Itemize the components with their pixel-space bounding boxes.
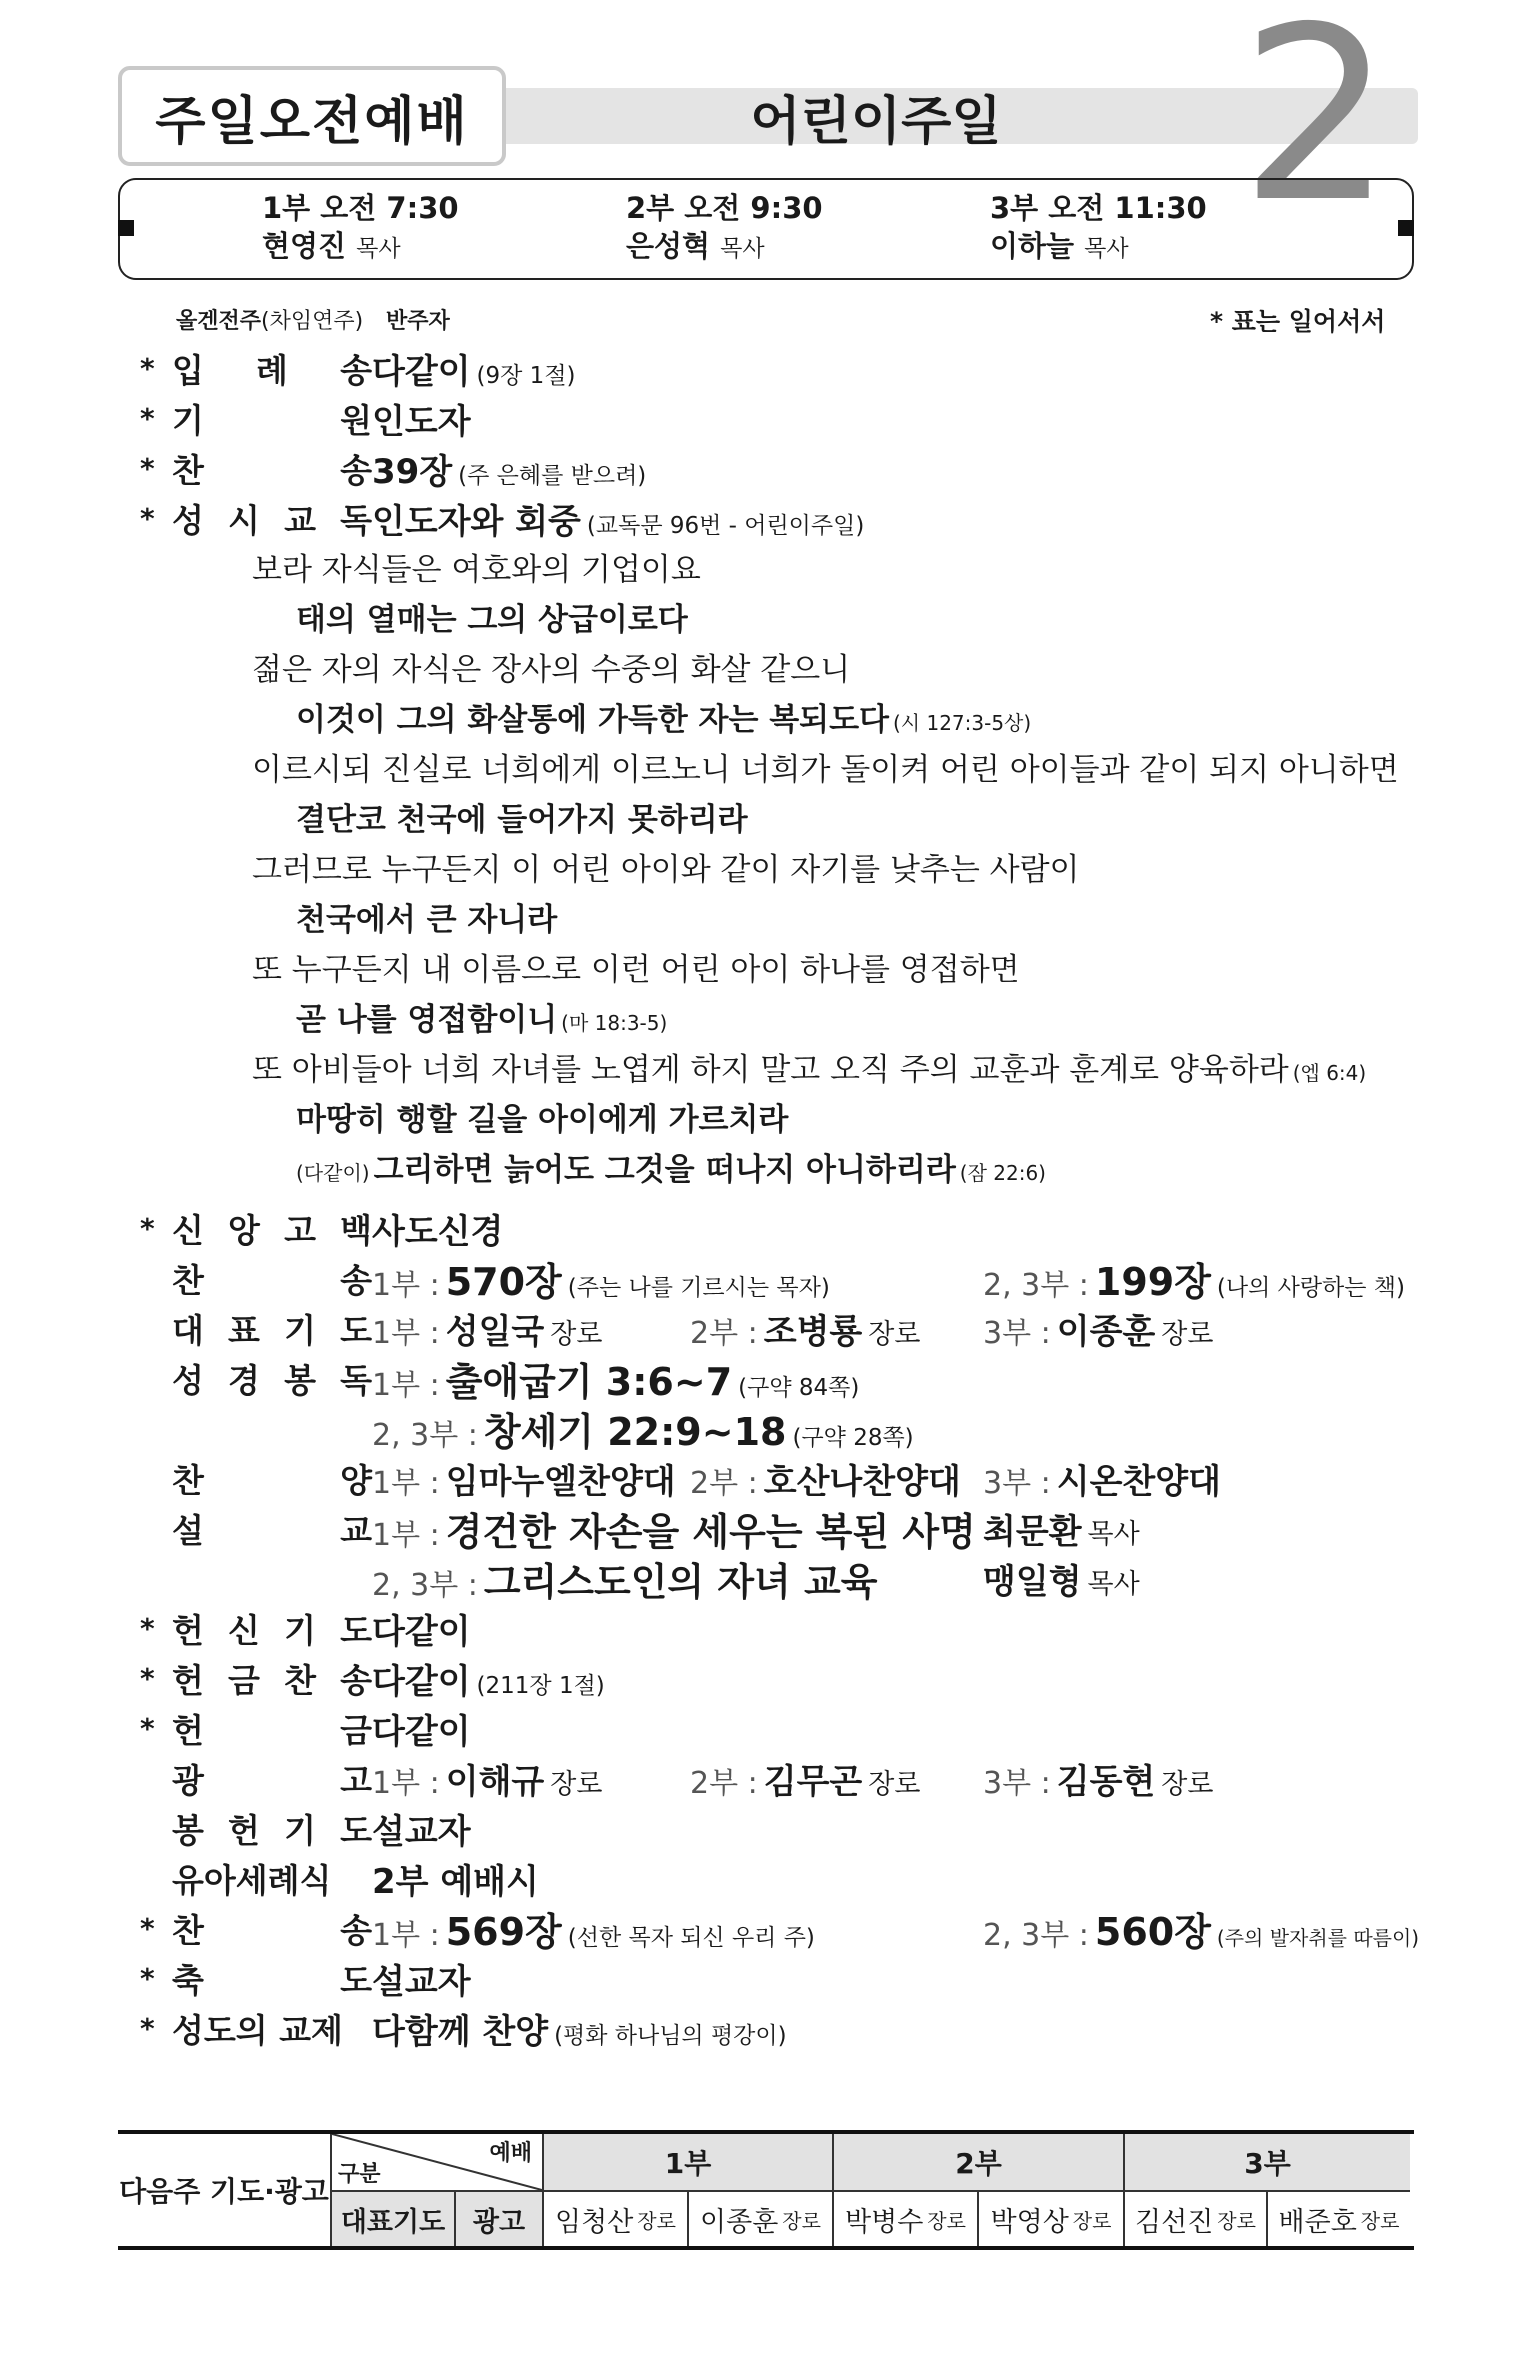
row-scripture: 성 경 봉 독 1부 : 출애굽기 3:6~7 (구약 84쪽) bbox=[172, 1359, 860, 1404]
row-hymn2: 찬 송 1부 : 570장 (주는 나를 기르시는 목자) 2, 3부 : 199장 (나의 사랑하는 책) bbox=[172, 1259, 1406, 1304]
row-prayer: * 기 원 인도자 bbox=[140, 400, 471, 442]
row-offering-hymn: * 헌 금 찬 송 다같이 (211장 1절) bbox=[140, 1660, 605, 1702]
person-cell: 김선진 장로 bbox=[1123, 2190, 1266, 2246]
row-choir: 찬 양 1부 : 임마누엘찬양대 2부 : 호산나찬양대 3부 : 시온찬양대 bbox=[172, 1460, 1221, 1502]
role-announce: 광고 bbox=[454, 2190, 542, 2246]
corner-top-label: 예배 bbox=[489, 2141, 532, 2166]
part-header-2: 2부 bbox=[832, 2134, 1123, 2190]
reading-line: 또 아비들아 너희 자녀를 노엽게 하지 말고 오직 주의 교훈과 훈계로 양육하라 (엡 6:4) bbox=[252, 1052, 1367, 1088]
prelude-note: 올겐전주(차임연주) bbox=[176, 309, 364, 334]
row-fellowship: * 성도의 교제 다함께 찬양 (평화 하나님의 평강이) bbox=[140, 2010, 787, 2052]
reading-line: 이것이 그의 화살통에 가득한 자는 복되도다 (시 127:3-5상) bbox=[296, 702, 1032, 738]
row-hymn3: * 찬 송 1부 : 569장 (선한 목자 되신 우리 주) 2, 3부 : 560장 (주의 발자취를 따름이) bbox=[140, 1909, 1420, 1954]
stand-marker: * bbox=[140, 351, 155, 385]
person-cell: 박병수 장로 bbox=[832, 2190, 977, 2246]
person-cell: 임청산 장로 bbox=[542, 2190, 687, 2246]
row-hymn1: * 찬 송 39장 (주 은혜를 받으려) bbox=[140, 450, 647, 492]
service-title: 주일오전예배 bbox=[118, 66, 506, 166]
person-cell: 배준호 장로 bbox=[1266, 2190, 1410, 2246]
service-time: 3부 오전 11:30 bbox=[990, 191, 1207, 225]
next-week-title: 다음주 기도·광고 bbox=[119, 2175, 329, 2208]
reading-line: 보라 자식들은 여호와의 기업이요 bbox=[252, 552, 701, 588]
reading-line: 또 누구든지 내 이름으로 이런 어린 아이 하나를 영접하면 bbox=[252, 952, 1020, 988]
reading-line: 젊은 자의 자식은 장사의 수중의 화살 같으니 bbox=[252, 652, 851, 688]
row-rep-prayer: 대 표 기 도 1부 : 성일국 장로 2부 : 조병룡 장로 3부 : 이종훈 장로 bbox=[172, 1310, 1214, 1352]
page-number: 2 bbox=[1240, 0, 1393, 255]
row-creed: * 신 앙 고 백 사도신경 bbox=[140, 1210, 504, 1252]
reading-line: (다같이) 그리하면 늙어도 그것을 떠나지 아니하리라 (잠 22:6) bbox=[296, 1152, 1046, 1188]
reading-line: 결단코 천국에 들어가지 못하리라 bbox=[296, 802, 748, 838]
corner-cell bbox=[330, 2134, 542, 2190]
row-invocation: * 입 례 송 다같이 (9장 1절) bbox=[140, 344, 372, 392]
service-pastor: 은성혁 목사 bbox=[626, 229, 765, 263]
reading-line: 곧 나를 영접함이니 (마 18:3-5) bbox=[296, 1002, 668, 1038]
reading-line: 이르시되 진실로 너희에게 이르노니 너희가 돌이켜 어린 아이들과 같이 되지 아니하면 bbox=[252, 752, 1399, 788]
row-announce: 광 고 1부 : 이해규 장로 2부 : 김무곤 장로 3부 : 김동현 장로 bbox=[172, 1760, 1214, 1802]
service-time: 1부 오전 7:30 bbox=[262, 191, 459, 225]
occasion-title: 어린이주일 bbox=[750, 91, 1002, 152]
service-2 bbox=[626, 190, 966, 269]
service-pastor: 현영진 목사 bbox=[262, 229, 401, 263]
box-marker-right bbox=[1398, 220, 1414, 236]
row-sermon: 설 교 1부 : 경건한 자손을 세우는 복된 사명 최문환 목사 bbox=[172, 1509, 1140, 1554]
next-week-table bbox=[118, 2130, 1414, 2250]
service-3 bbox=[990, 190, 1330, 269]
row-offering: * 헌 금 다같이 bbox=[140, 1710, 471, 1752]
part-header-1: 1부 bbox=[542, 2134, 832, 2190]
box-marker-left bbox=[118, 220, 134, 236]
service-1 bbox=[262, 190, 602, 269]
reading-line: 태의 열매는 그의 상급이로다 bbox=[296, 602, 688, 638]
row-baptism: 유아세례식 2부 예배시 bbox=[172, 1860, 539, 1902]
stand-note: * 표는 일어서서 bbox=[1210, 307, 1386, 336]
row-benediction: * 축 도 설교자 bbox=[140, 1960, 471, 2002]
row-reading: * 성 시 교 독 인도자와 회중 (교독문 96번 - 어린이주일) bbox=[140, 500, 865, 542]
accompanist-note: 반주자 bbox=[386, 309, 450, 334]
service-pastor: 이하늘 목사 bbox=[990, 229, 1129, 263]
reading-line: 그러므로 누구든지 이 어린 아이와 같이 자기를 낮추는 사람이 bbox=[252, 852, 1080, 888]
person-cell: 박영상 장로 bbox=[977, 2190, 1123, 2246]
part-header-3: 3부 bbox=[1123, 2134, 1410, 2190]
row-offer-prayer: 봉 헌 기 도 설교자 bbox=[172, 1810, 471, 1852]
service-time: 2부 오전 9:30 bbox=[626, 191, 823, 225]
reading-line: 마땅히 행할 길을 아이에게 가르치라 bbox=[296, 1102, 789, 1138]
row-label: 입 례 송 bbox=[172, 350, 372, 390]
row-dedication: * 헌 신 기 도 다같이 bbox=[140, 1610, 471, 1652]
corner-bottom-label: 구분 bbox=[338, 2162, 381, 2187]
person-cell: 이종훈 장로 bbox=[687, 2190, 832, 2246]
reading-line: 천국에서 큰 자니라 bbox=[296, 902, 558, 938]
role-rep-prayer: 대표기도 bbox=[330, 2190, 454, 2246]
